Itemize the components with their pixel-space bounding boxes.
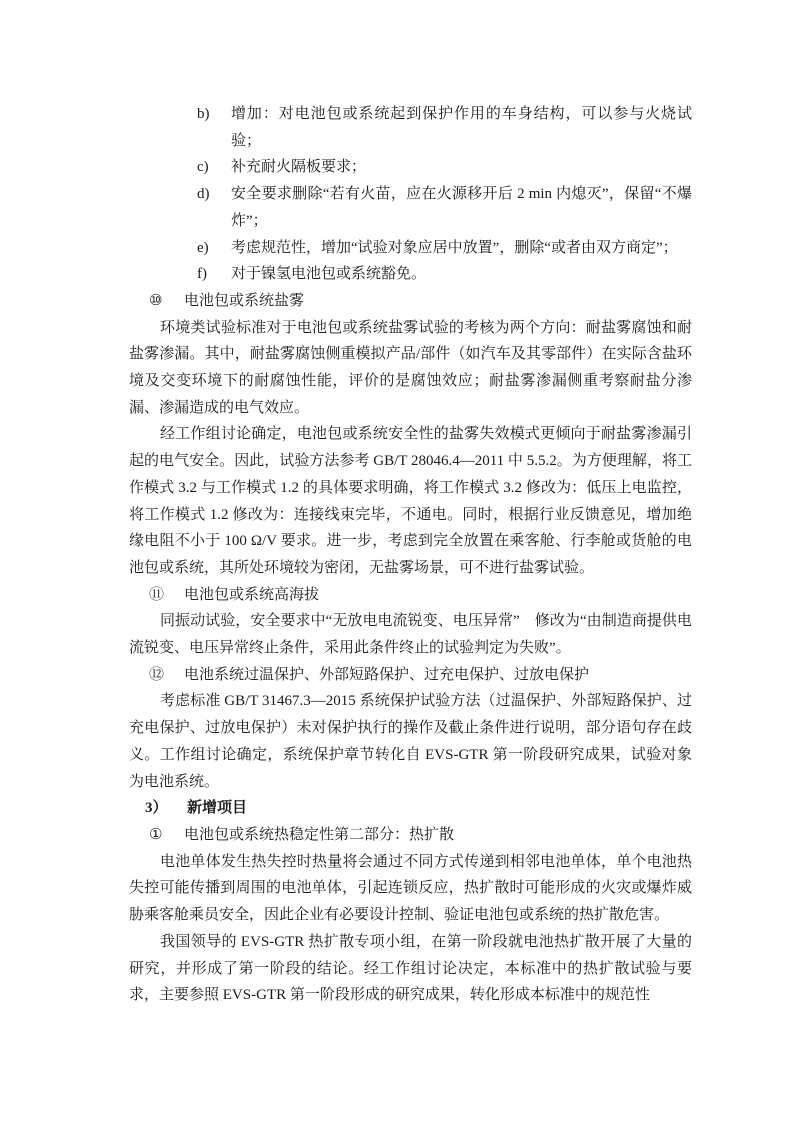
list-item-text: 考虑规范性，增加“试验对象应居中放置”，删除“或者由双方商定”； <box>231 239 678 256</box>
list-item <box>129 181 692 234</box>
list-item-marker: f) <box>197 266 207 283</box>
list-item-text: 增加：对电池包或系统起到保护作用的车身结构，可以参与火烧试验； <box>231 106 692 149</box>
document-body <box>129 101 692 1009</box>
circle-heading-marker: ⑪ <box>149 586 165 603</box>
circle-heading <box>129 662 692 689</box>
list-item-text: 补充耐火隔板要求； <box>231 159 367 176</box>
list-item <box>129 101 692 154</box>
list-item-marker: d) <box>197 186 210 203</box>
paragraph-text: 电池单体发生热失控时热量将会通过不同方式传递到相邻电池单体，单个电池热失控可能传播到周围的电池单体，引起连锁反应，热扩散时可能形成的火灾或爆炸威胁乘客舱乘员安全，因此企业有必要设计控制、验证电池包或系统的热扩散危害。 <box>129 853 692 924</box>
circle-heading-marker: ⑩ <box>149 292 163 309</box>
paragraph <box>129 688 692 795</box>
circle-heading-text: 电池系统过温保护、外部短路保护、过充电保护、过放电保护 <box>184 666 590 683</box>
list-item <box>129 261 692 288</box>
paragraph <box>129 849 692 929</box>
circle-heading-text: 电池包或系统热稳定性第二部分：热扩散 <box>184 826 455 843</box>
list-item <box>129 235 692 262</box>
paragraph-text: 考虑标准 GB/T 31467.3—2015 系统保护试验方法（过温保护、外部短路保护、过充电保护、过放电保护）未对保护执行的操作及截止条件进行说明，部分语句存在歧义。工作组讨论确定，系统保护章节转化自 EVS-GTR 第一阶段研究成果，试验对象为电池系统。 <box>129 693 692 790</box>
paragraph-text: 我国领导的 EVS-GTR 热扩散专项小组，在第一阶段就电池热扩散开展了大量的研究，并形成了第一阶段的结论。经工作组讨论决定，本标准中的热扩散试验与要求，主要参照 EVS-GTR 第一阶段形成的研究成果，转化形成本标准中的规范性 <box>129 933 692 1004</box>
list-item-marker: e) <box>197 239 209 256</box>
paragraph-text: 同振动试验，安全要求中“无放电电流锐变、电压异常” 修改为“由制造商提供电流锐变、电压异常终止条件，采用此条件终止的试验判定为失败”。 <box>129 613 692 657</box>
circle-heading-text: 电池包或系统盐雾 <box>184 292 305 309</box>
circle-heading-text: 电池包或系统高海拔 <box>184 586 320 603</box>
bold-heading-marker: 3） <box>145 800 168 817</box>
circle-heading-marker: ⑫ <box>149 666 165 683</box>
paragraph <box>129 315 692 422</box>
bold-heading <box>129 795 692 822</box>
list-item-text: 安全要求删除“若有火苗，应在火源移开后 2 min 内熄灭”，保留“不爆炸”； <box>231 186 692 229</box>
paragraph-text: 经工作组讨论确定，电池包或系统安全性的盐雾失效模式更倾向于耐盐雾渗漏引起的电气安全。因此，试验方法参考 GB/T 28046.4—2011 中 5.5.2。为方便理解，将工作模式 3.2 与工作模式 1.2 的具体要求明确，将工作模式 3.2 修改为：低压上电监控，将工作模式 1.2 修改为：连接线束完毕，不通电。同时，根据行业反馈意见，增加绝缘电阻不小于 100 Ω/V 要求。进一步，考虑到完全放置在乘客舱、行李舱或货舱的电池包或系统，其所处环境较为密闭，无盐雾场景，可不进行盐雾试验。 <box>129 426 692 576</box>
bold-heading-text: 新增项目 <box>187 800 248 817</box>
list-item-marker: b) <box>197 106 210 122</box>
circle-heading <box>129 582 692 609</box>
list-item-marker: c) <box>197 159 209 176</box>
circle-heading-marker: ① <box>149 826 163 843</box>
paragraph <box>129 608 692 661</box>
paragraph <box>129 929 692 1009</box>
paragraph <box>129 421 692 581</box>
circle-heading <box>129 288 692 315</box>
list-item-text: 对于镍氢电池包或系统豁免。 <box>231 266 427 283</box>
circle-heading <box>129 822 692 849</box>
paragraph-text: 环境类试验标准对于电池包或系统盐雾试验的考核为两个方向：耐盐雾腐蚀和耐盐雾渗漏。其中，耐盐雾腐蚀侧重模拟产品/部件（如汽车及其零部件）在实际含盐环境及交变环境下的耐腐蚀性能，评价的是腐蚀效应；耐盐雾渗漏侧重考察耐盐分渗漏、渗漏造成的电气效应。 <box>129 319 692 416</box>
list-item <box>129 154 692 181</box>
